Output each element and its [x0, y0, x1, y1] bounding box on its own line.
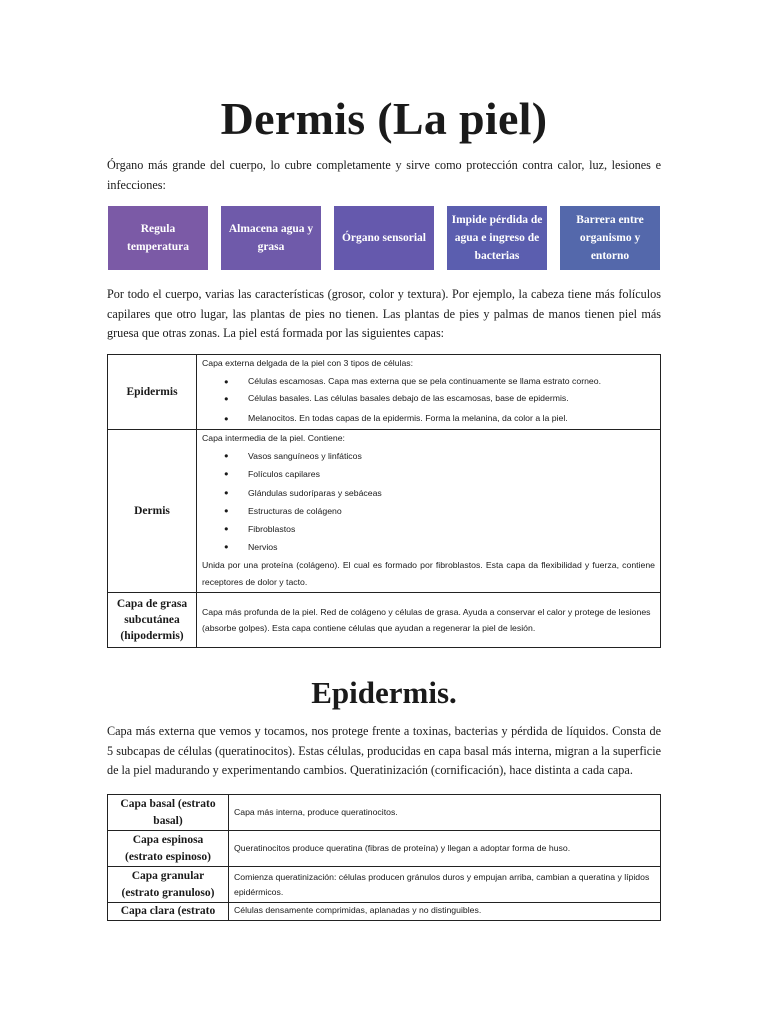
sublayer-desc: Células densamente comprimidas, aplanadas y no distinguibles. [229, 903, 661, 921]
page-title: Dermis (La piel) [220, 93, 548, 144]
table-row [108, 355, 661, 430]
sublayer-desc: Queratinocitos produce queratina (fibras de proteína) y llegan a adoptar forma de huso. [229, 831, 661, 867]
skin-functions-diagram [107, 205, 661, 273]
layer-desc-hipodermis: Capa más profunda de la piel. Red de colágeno y células de grasa. Ayuda a conservar el calor y protege de lesiones (absorbe golpes). Esta capa contiene células que ayudan a regenerar la piel de lesión. [197, 592, 661, 647]
epidermis-paragraph: Capa más externa que vemos y tocamos, nos protege frente a toxinas, bacterias y pérdida de líquidos. Consta de 5 subcapas de células (queratinocitos). Estas células, producidas en capa basal más interna, migran a la superficie de la piel madurando y experimentando cambios. Queratinización (cornificación), hace distinta a cada capa. [107, 724, 661, 777]
list-item: ● Células basales. Las células basales debajo de las escamosas, base de epidermis. [202, 390, 655, 408]
list-item: ● Células escamosas. Capa mas externa que se pela continuamente se llama estrato corneo. [202, 373, 655, 391]
list-item: ● Nervios [202, 538, 655, 556]
list-item: ● Estructuras de colágeno [202, 502, 655, 520]
epidermis-sublayers-table [107, 794, 661, 921]
table-row [108, 867, 661, 903]
bullet-list [202, 373, 655, 429]
body-paragraph: Por todo el cuerpo, varias las características (grosor, color y textura). Por ejemplo, la cabeza tiene más folículos capilares que otro lugar, las plantas de pies no tienen. Las plantas de pies y palmas de manos tienen piel más gruesa que otras zonas. La piel está formada por las siguientes capas: [107, 287, 661, 340]
sublayer-name: Capa basal (estrato basal) [108, 795, 229, 831]
layer-outro: Unida por una proteína (colágeno). El cual es formado por fibroblastos. Esta capa da flexibilidad y fuerza, contiene receptores de dolor y tacto. [202, 559, 655, 588]
layer-intro: Capa intermedia de la piel. Contiene: [202, 432, 345, 443]
sublayer-name: Capa granular (estrato granuloso) [108, 867, 229, 903]
function-box-barrera: Barrera entre organismo y entorno [559, 205, 661, 271]
layer-intro: Capa externa delgada de la piel con 3 tipos de células: [202, 358, 414, 368]
skin-layers-table [107, 354, 661, 648]
layer-name-hipodermis: Capa de grasa subcutánea (hipodermis) [108, 592, 197, 647]
sublayer-name: Capa espinosa (estrato espinoso) [108, 831, 229, 867]
section-title-epidermis: Epidermis. [311, 675, 457, 710]
function-box-regula-temperatura: Regula temperatura [107, 205, 209, 271]
table-row [108, 831, 661, 867]
list-item: ● Glándulas sudoríparas y sebáceas [202, 484, 655, 502]
function-box-organo-sensorial: Órgano sensorial [333, 205, 435, 271]
layer-name-epidermis: Epidermis [108, 355, 197, 430]
table-row [108, 429, 661, 592]
function-box-impide-perdida: Impide pérdida de agua e ingreso de bacterias [446, 205, 548, 271]
list-item: ● Folículos capilares [202, 465, 655, 483]
layer-desc-dermis [197, 429, 661, 592]
bullet-list [202, 447, 655, 557]
function-box-almacena-agua: Almacena agua y grasa [220, 205, 322, 271]
list-item: ● Fibroblastos [202, 520, 655, 538]
table-row [108, 795, 661, 831]
sublayer-desc: Capa más interna, produce queratinocitos. [229, 795, 661, 831]
intro-paragraph: Órgano más grande del cuerpo, lo cubre completamente y sirve como protección contra calor, luz, lesiones e infecciones: [107, 158, 661, 192]
layer-name-dermis: Dermis [108, 429, 197, 592]
list-item: ● Vasos sanguíneos y linfáticos [202, 447, 655, 465]
table-row [108, 592, 661, 647]
list-item: ● Melanocitos. En todas capas de la epidermis. Forma la melanina, da color a la piel. [202, 408, 655, 429]
layer-desc-epidermis [197, 355, 661, 430]
table-row [108, 903, 661, 921]
sublayer-name: Capa clara (estrato [108, 903, 229, 921]
sublayer-desc: Comienza queratinización: células producen gránulos duros y empujan arriba, cambian a queratina y lípidos epidérmicos. [229, 867, 661, 903]
